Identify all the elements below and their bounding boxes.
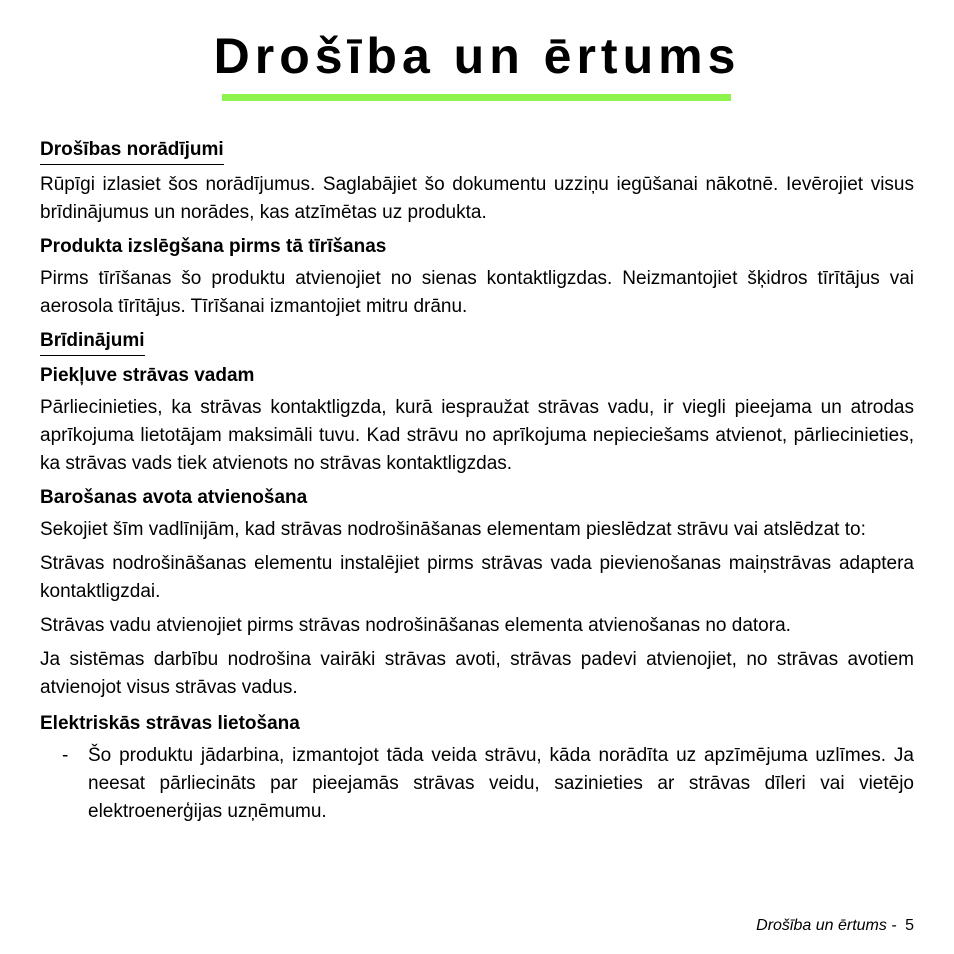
paragraph-cleaning: Pirms tīrīšanas šo produktu atvienojiet no sienas kontaktligzdas. Neizmantojiet šķidros tīrītājus vai aerosola tīrītājus. Tīrīšanai izmantojiet mitru drānu. [40, 268, 914, 317]
title-underline-bar [222, 94, 731, 101]
section-heading-safety-instructions: Drošības norādījumi [40, 136, 224, 165]
section-heading-warnings: Brīdinājumi [40, 327, 145, 356]
document-page [40, 0, 914, 954]
document-body [40, 136, 914, 826]
subheading-power-cord-access: Piekļuve strāvas vadam [40, 365, 255, 386]
paragraph-install-psu: Strāvas nodrošināšanas elementu instalējiet pirms strāvas vada pievienošanas maiņstrāvas adaptera kontaktligzdai. [40, 553, 914, 602]
subheading-power-source-disconnect: Barošanas avota atvienošana [40, 487, 308, 508]
paragraph-power-cord-access: Pārliecinieties, ka strāvas kontaktligzda, kurā iespraužat strāvas vadu, ir viegli pieejama un atrodas aprīkojuma lietotājam maksimāli tuvu. Kad strāvu no aprīkojuma nepieciešams atvienot, pārliecinieties, ka strāvas vads tiek atvienots no strāvas kontaktligzdas. [40, 397, 914, 474]
paragraph-safety-intro: Rūpīgi izlasiet šos norādījumus. Saglabājiet šo dokumentu uzziņu iegūšanai nākotnē. Ievērojiet visus brīdinājumus un norādes, kas atzīmētas uz produkta. [40, 174, 914, 223]
paragraph-unplug-cord: Strāvas vadu atvienojiet pirms strāvas nodrošināšanas elementa atvienošanas no datora. [40, 615, 791, 636]
subheading-electrical-power: Elektriskās strāvas lietošana [40, 713, 300, 734]
paragraph-guidelines: Sekojiet šīm vadlīnijām, kad strāvas nodrošināšanas elementam pieslēdzat strāvu vai atslēdzat to: [40, 519, 866, 540]
page-title: Drošība un ērtums [213, 28, 741, 84]
list-item [40, 742, 914, 826]
section-heading-wrapper [40, 327, 914, 360]
dash-bullet-icon: - [62, 745, 69, 766]
subheading-turn-off-before-cleaning: Produkta izslēgšana pirms tā tīrīšanas [40, 236, 387, 257]
footer-label: Drošība un ērtums - [756, 917, 897, 934]
page-footer [756, 916, 914, 936]
list-item-text: Šo produktu jādarbina, izmantojot tāda veida strāvu, kāda norādīta uz apzīmējuma uzlīmes. Ja neesat pārliecināts par pieejamās strāvas veidu, sazinieties ar strāvas dīleri vai vietējo elektroenerģijas uzņēmumu. [88, 745, 914, 822]
section-heading-wrapper [40, 136, 914, 169]
paragraph-multiple-sources: Ja sistēmas darbību nodrošina vairāki strāvas avoti, strāvas padevi atvienojiet, no strāvas avotiem atvienojot visus strāvas vadus. [40, 649, 914, 698]
page-number: 5 [905, 917, 914, 934]
